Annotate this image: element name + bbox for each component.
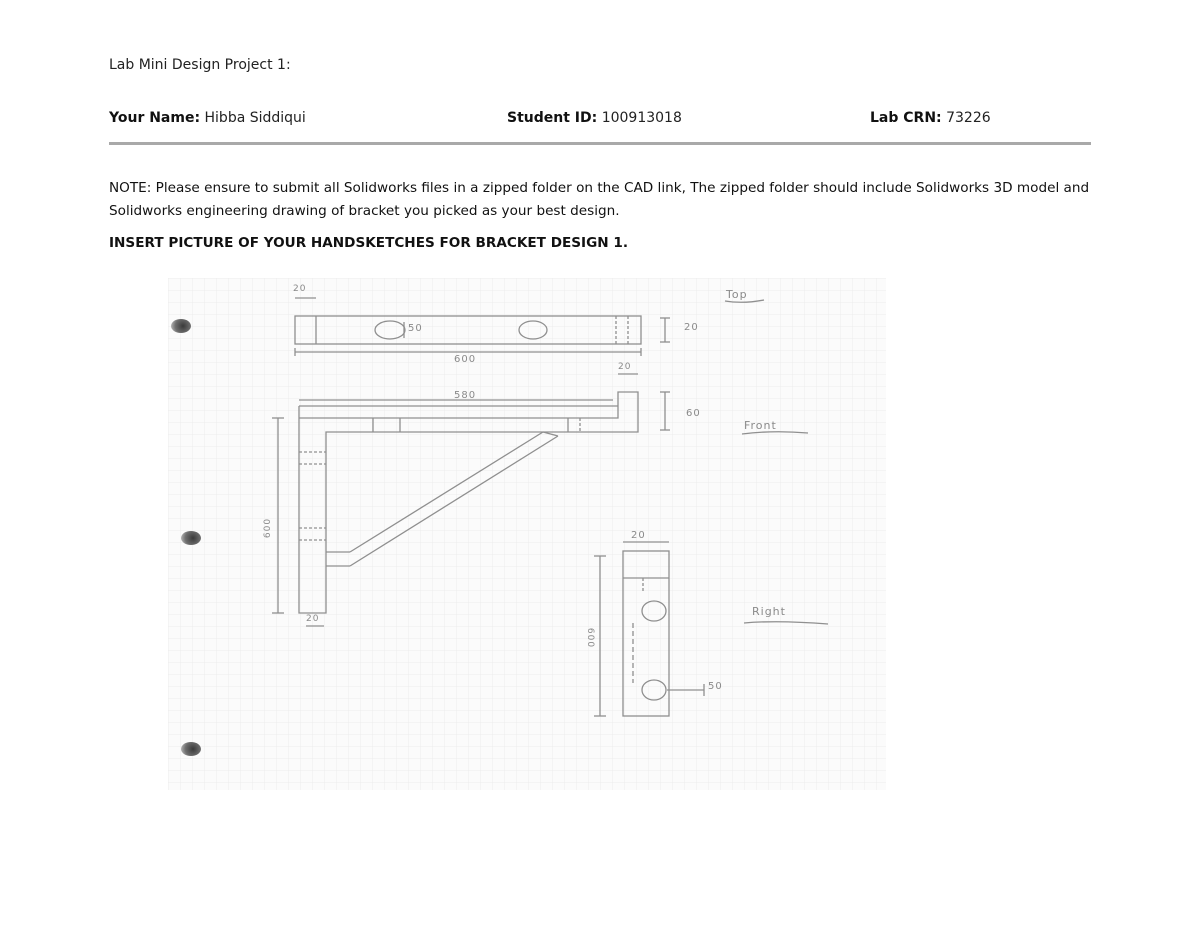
- right-view-label: Right: [752, 605, 786, 618]
- dim-front-tab-width: 20: [618, 362, 632, 372]
- name-field: [109, 110, 306, 126]
- punch-hole-middle: [181, 531, 201, 545]
- student-id-field: [507, 110, 682, 126]
- header-divider: [109, 142, 1091, 145]
- dim-front-post-width: 20: [306, 614, 320, 624]
- name-value: Hibba Siddiqui: [204, 110, 306, 126]
- dim-right-width: 20: [631, 530, 646, 541]
- name-label: Your Name:: [109, 110, 201, 126]
- dim-top-height: 20: [684, 322, 699, 333]
- lab-crn-value: 73226: [946, 110, 991, 126]
- dim-front-height: 600: [263, 517, 274, 539]
- document-title: Lab Mini Design Project 1:: [109, 57, 291, 73]
- sketch-drawing: [168, 278, 886, 790]
- dim-right-hole: 50: [708, 681, 723, 692]
- submission-note: NOTE: Please ensure to submit all Solidworks files in a zipped folder on the CAD link, The zipped folder should include Solidworks 3D model and Solidworks engineering drawing of bracket you picked as your best design.: [109, 180, 1090, 219]
- dim-front-tab-height: 60: [686, 408, 701, 419]
- dim-top-width: 20: [293, 284, 307, 294]
- dim-front-arm: 580: [454, 390, 477, 401]
- front-view-label: Front: [744, 419, 777, 432]
- student-id-label: Student ID:: [507, 110, 598, 126]
- dim-right-height: 600: [585, 627, 596, 649]
- top-view-label: Top: [726, 288, 748, 301]
- dim-top-hole: 50: [408, 323, 423, 334]
- dim-top-length: 600: [454, 354, 477, 365]
- punch-hole-bottom: [181, 742, 201, 756]
- section-heading: INSERT PICTURE OF YOUR HANDSKETCHES FOR BRACKET DESIGN 1.: [109, 235, 628, 251]
- student-info-row: [109, 110, 1091, 132]
- hand-sketch-image: [168, 278, 886, 790]
- punch-hole-top: [171, 319, 191, 333]
- student-id-value: 100913018: [601, 110, 682, 126]
- lab-crn-field: [870, 110, 991, 126]
- lab-crn-label: Lab CRN:: [870, 110, 942, 126]
